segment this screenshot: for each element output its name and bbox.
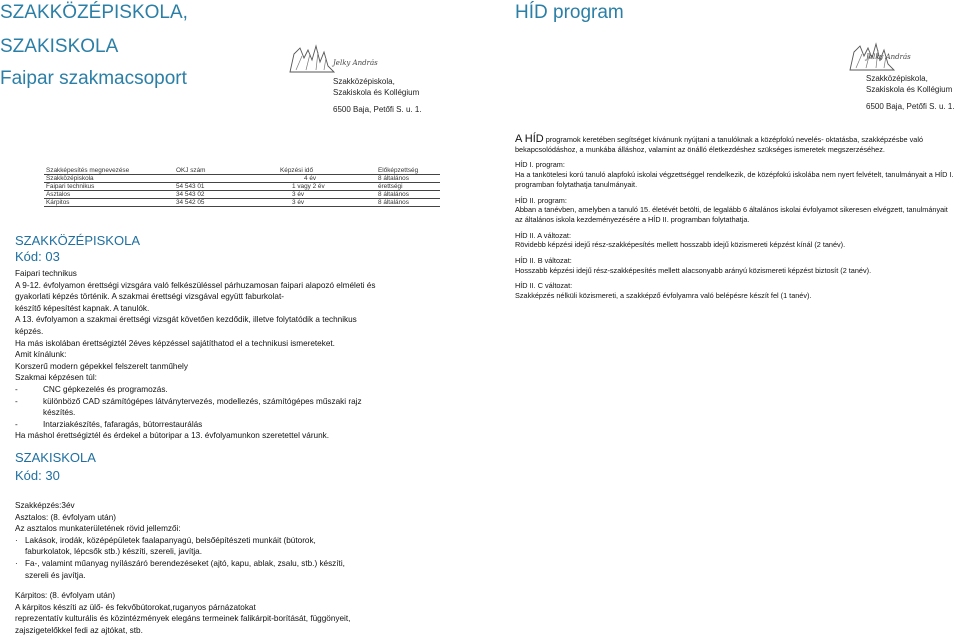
list-item-text: CNC gépkezelés és programozás. [43,384,168,394]
list-dash: - [15,396,18,406]
hid-body [515,135,955,301]
list-dash: - [15,419,18,429]
qualifications-table [44,167,440,207]
school-name-line-1: Szakközépiskola, [333,77,395,86]
table-row [44,191,440,199]
table-cell: 34 543 02 [162,191,278,199]
list-item [15,546,445,558]
logo-signature: Jelky András [333,59,378,67]
table-cell: 8 általános [376,175,440,183]
table-row [44,183,440,191]
szki-line: A 13. évfolyamon a szakmai érettségi vizsgát követően kezdődik, illetve folytatódik a technikus [15,315,357,325]
list-item [15,407,445,419]
szki-line: Szakmai képzésen túl: [15,373,97,383]
table-cell: Kárpitos [44,199,162,207]
szi-body-b [15,590,445,636]
szki-line: készítő képesítést kapnak. A tanulók. [15,303,150,313]
table-cell: 8 általános [376,191,440,199]
list-item [15,535,445,547]
list-item-text: különböző CAD számítógépes látványtervezés, modellezés, számítógépes műszaki rajz [43,396,362,406]
list-dash [15,407,43,419]
table-cell: Faipari technikus [44,183,162,191]
table-row [44,175,440,183]
hid-section-text: Szakképzés nélküli közismereti, a szakképző évfolyamra való belépésre készít fel (1 tanév). [515,291,812,301]
list-item [15,570,445,582]
szi-line: A kárpitos készíti az ülő- és fekvőbútorokat,ruganyos párnázatokat [15,602,256,612]
list-bullet: · [15,558,18,568]
szki-heading: SZAKKÖZÉPISKOLA [15,233,140,248]
szki-line: gyakorlati képzés történik. A szakmai érettségi vizsgával együtt faburkolat- [15,292,284,302]
list-dash: - [15,384,18,394]
school-address: 6500 Baja, Petőfi S. u. 1. [866,102,955,111]
szki-line: Korszerű modern gépekkel felszerelt tanműhely [15,361,188,371]
list-item-text: faburkolatok, lépcsők stb.) készíti, szereli, javítja. [25,547,203,557]
table-cell: 54 543 01 [162,183,278,191]
table-header: Előképzettség [376,167,440,175]
list-item [15,396,445,408]
table-cell: 34 542 05 [162,199,278,207]
szi-line: zajszigetelőkkel fedi az ajtókat, stb. [15,625,143,635]
szi-body-a [15,500,445,581]
hid-intro-text: programok keretében segítséget kívánunk nyújtani a tanulóknak a középfokú nevelés- oktatásba, szakképzésbe való bekapcsolódáshoz, a munkába álláshoz, valamint az önálló életkezdéshez szükséges ismeretek megszerzéséhez. [515,135,923,154]
szi-heading: SZAKISKOLA [15,450,96,465]
list-item [15,384,445,396]
szki-line: Amit kínálunk: [15,350,67,360]
list-item [15,558,445,570]
list-bullet [15,570,25,582]
szki-last-line: Ha máshol érettségiztél és érdekel a bútoripar a 13. évfolyamunkon szeretettel várunk. [15,431,330,441]
table-cell: Szakközépiskola [44,175,162,183]
list-item-text: Intarziakészítés, fafaragás, bútorrestaurálás [43,419,203,429]
szi-line: Kárpitos: (8. évfolyam után) [15,591,116,600]
hid-section-text: Ha a tankötelesi korú tanuló alapfokú iskolai végzettséggel rendelkezik, de középfokú iskolába nem nyert felvételt, tanulmányait a HÍD I. programban folytathatja tanulmányait. [515,170,954,189]
table-cell: 8 általános [376,199,440,207]
table-cell [162,175,278,183]
list-item-text: Lakások, irodák, középépületek faalapanyagú, belsőépítészeti munkáit (bútorok, [25,535,316,545]
left-title-line-3: Faipar szakmacsoport [0,68,187,89]
szki-line: Faipari technikus [15,269,77,278]
hid-section-text: Abban a tanévben, amelyben a tanuló 15. életévét betölti, de legalább 6 általános iskolai évfolyamot sikeresen elvégzett, tanulmányait az általános iskola kezdeményezésére a HÍD II. programban folytathatja. [515,205,948,224]
left-title-line-1: SZAKKÖZÉPISKOLA, [0,2,188,23]
szi-line: Szakképzés:3év [15,501,75,510]
school-address: 6500 Baja, Petőfi S. u. 1. [333,105,422,114]
list-item [15,419,445,431]
hid-section-title: HÍD I. program: [515,160,565,170]
szki-line: Ha más iskolában érettségiztél 2éves képzéssel sajátíthatod el a technikusi ismereteket. [15,338,335,348]
hid-section-text: Hosszabb képzési idejű rész-szakképesítés mellett alacsonyabb arányú közismereti képzést biztosít (2 tanév). [515,265,872,275]
hid-intro [515,135,955,154]
list-bullet: · [15,535,18,545]
szi-code: Kód: 30 [15,468,60,483]
szi-line: Az asztalos munkaterületének rövid jellemzői: [15,524,181,534]
hid-section-title: HÍD II. C változat: [515,281,573,291]
logo-signature: Jelky András [866,53,911,61]
list-item-text: szereli és javítja. [25,570,86,580]
table-cell: érettségi [376,183,440,191]
table-cell: Asztalos [44,191,162,199]
szki-code: Kód: 03 [15,249,60,264]
school-name-line-2: Szakiskola és Kollégium [333,88,420,97]
school-name-line-2: Szakiskola és Kollégium [866,85,953,94]
table-cell: 3 év [278,199,376,207]
school-logo [288,44,336,74]
szki-line: képzés. [15,326,44,336]
table-header: Szakképesítés megnevezése [44,167,162,175]
list-item-text: Fa-, valamint műanyag nyílászáró berendezéseket (ajtó, kapu, ablak, zsalu, stb.) készíti, [25,558,345,568]
left-title-line-2: SZAKISKOLA [0,36,119,57]
list-item-text: készítés. [43,408,76,418]
list-bullet [15,546,25,558]
table-cell: 1 vagy 2 év [278,183,376,191]
hid-section-title: HÍD II. B változat: [515,256,572,266]
hid-section-text: Rövidebb képzési idejű rész-szakképesítés mellett hosszabb idejű közismereti képzést kínál (2 tanév). [515,240,846,250]
hid-section-title: HÍD II. program: [515,195,567,205]
table-header: Képzési idő [278,167,376,175]
table-cell: 4 év [278,175,376,183]
szi-line: Asztalos: (8. évfolyam után) [15,512,117,522]
right-title: HÍD program [515,2,624,23]
szi-line: reprezentatív kulturális és közintézmények elegáns termeinek falikárpit-borítását, függönyeit, [15,614,351,624]
szki-line: A 9-12. évfolyamon érettségi vizsgára való felkészüléssel párhuzamosan faipari alapozó elméleti és [15,280,376,290]
hid-intro-lead: A HÍD [515,133,544,145]
table-header: OKJ szám [162,167,278,175]
szki-body [15,268,445,442]
table-cell: 3 év [278,191,376,199]
hid-section-title: HÍD II. A változat: [515,230,571,240]
school-name-line-1: Szakközépiskola, [866,74,928,83]
table-row [44,199,440,207]
table-header-row [44,167,440,175]
